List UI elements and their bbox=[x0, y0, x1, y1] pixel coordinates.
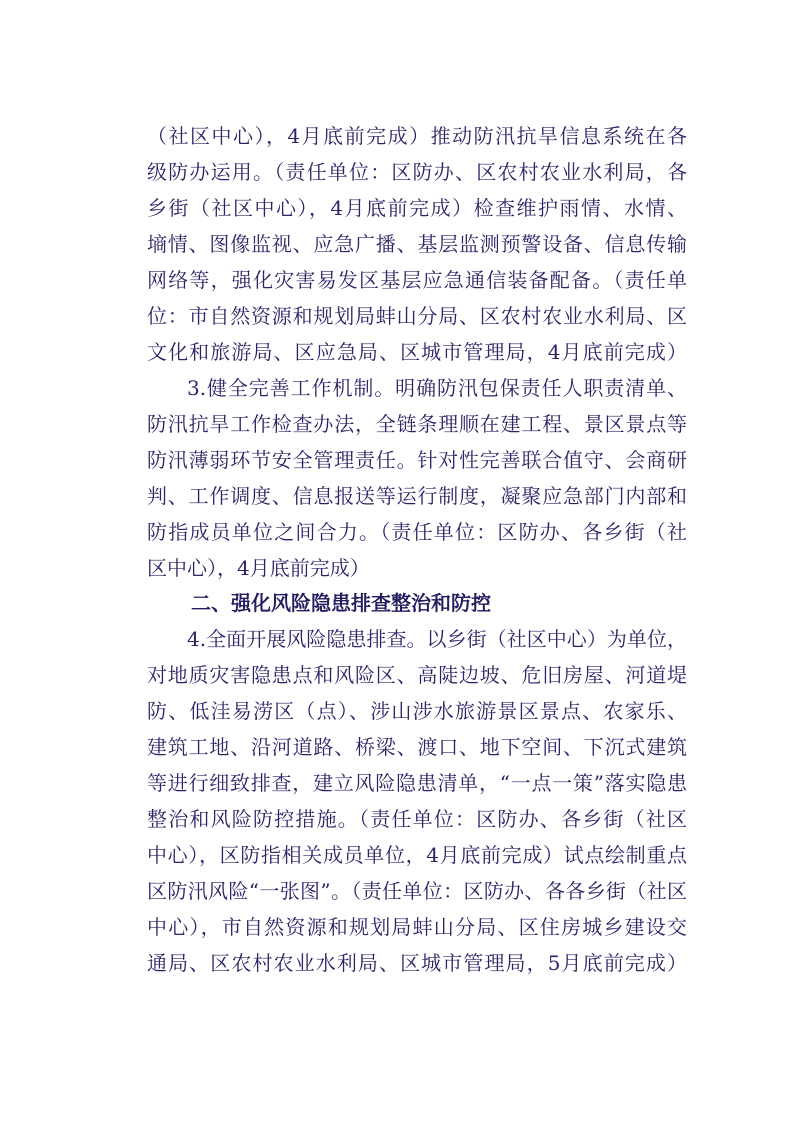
body-line: 对地质灾害隐患点和风险区、高陡边坡、危旧房屋、河道堤 bbox=[147, 663, 687, 687]
paragraph-3-first-line: 3.健全完善工作机制。明确防汛包保责任人职责清单、 bbox=[187, 376, 687, 400]
body-line: 整治和风险防控措施。（责任单位：区防办、各乡街（社区 bbox=[147, 807, 687, 831]
body-line: 区中心），4月底前完成） bbox=[147, 556, 370, 580]
body-line: 级防办运用。（责任单位：区防办、区农村农业水利局，各 bbox=[147, 160, 687, 184]
body-line: 网络等，强化灾害易发区基层应急通信装备配备。（责任单 bbox=[147, 268, 687, 292]
body-line: 中心），市自然资源和规划局蚌山分局、区住房城乡建设交 bbox=[147, 915, 687, 939]
body-line: 等进行细致排查，建立风险隐患清单，“一点一策”落实隐患 bbox=[147, 771, 687, 795]
body-line: 位：市自然资源和规划局蚌山分局、区农村农业水利局、区 bbox=[147, 304, 687, 328]
body-line: 文化和旅游局、区应急局、区城市管理局，4月底前完成） bbox=[147, 340, 687, 364]
body-line: 防指成员单位之间合力。（责任单位：区防办、各乡街（社 bbox=[147, 520, 687, 544]
body-line: 墒情、图像监视、应急广播、基层监测预警设备、信息传输 bbox=[147, 232, 687, 256]
body-line: 防汛抗旱工作检查办法，全链条理顺在建工程、景区景点等 bbox=[147, 412, 687, 436]
body-line: 建筑工地、沿河道路、桥梁、渡口、地下空间、下沉式建筑 bbox=[147, 735, 687, 759]
paragraph-4-first-line: 4.全面开展风险隐患排查。以乡街（社区中心）为单位， bbox=[187, 627, 687, 651]
body-line: 防汛薄弱环节安全管理责任。针对性完善联合值守、会商研 bbox=[147, 448, 687, 472]
body-line: 中心），区防指相关成员单位，4月底前完成）试点绘制重点 bbox=[147, 843, 687, 867]
section-heading: 二、强化风险隐患排查整治和防控 bbox=[191, 591, 491, 615]
body-line: 乡街（社区中心），4月底前完成）检查维护雨情、水情、 bbox=[147, 196, 687, 220]
body-line: 防、低洼易涝区（点）、涉山涉水旅游景区景点、农家乐、 bbox=[147, 699, 687, 723]
body-line: 判、工作调度、信息报送等运行制度，凝聚应急部门内部和 bbox=[147, 484, 687, 508]
body-line: （社区中心），4月底前完成）推动防汛抗旱信息系统在各 bbox=[147, 124, 687, 148]
body-line: 区防汛风险“一张图”。（责任单位：区防办、各各乡街（社区 bbox=[147, 879, 687, 903]
body-line: 通局、区农村农业水利局、区城市管理局，5月底前完成） bbox=[147, 951, 687, 975]
